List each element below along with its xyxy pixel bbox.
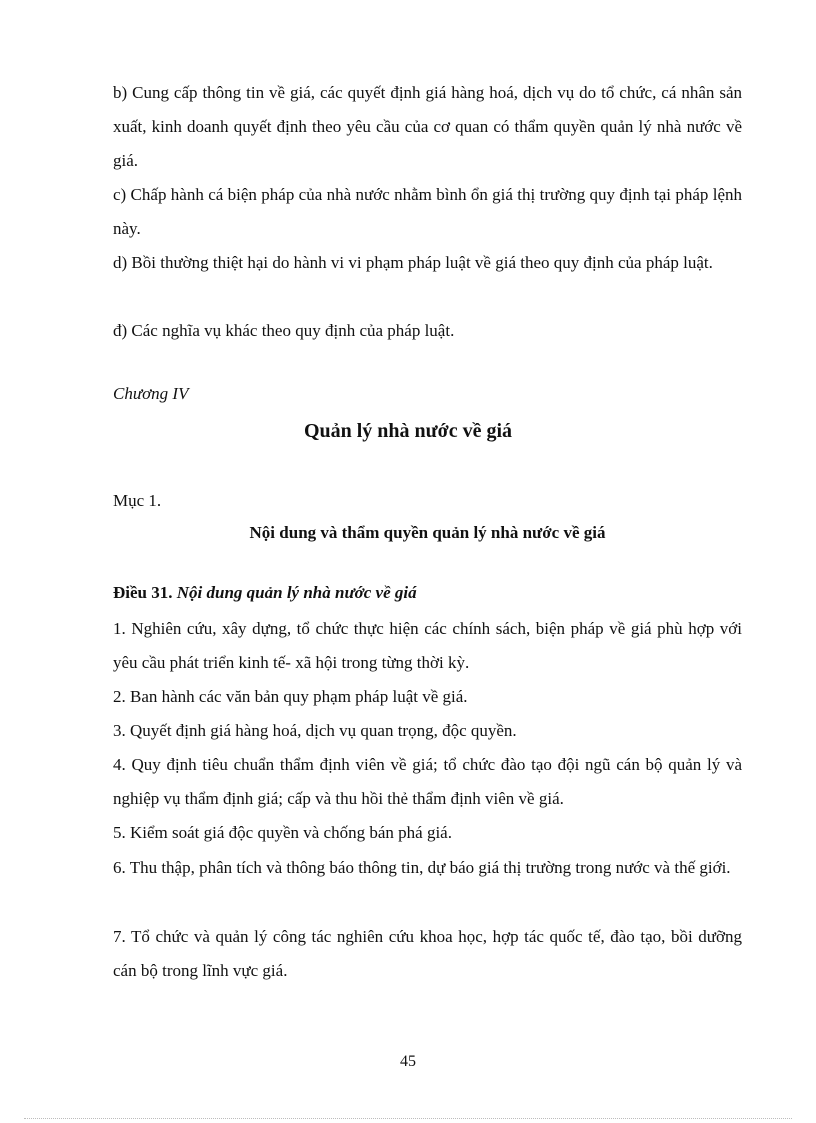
article-heading (113, 576, 742, 610)
article-item-4: 4. Quy định tiêu chuẩn thẩm định viên về giá; tổ chức đào tạo đội ngũ cán bộ quản lý và nghiệp vụ thẩm định giá; cấp và thu hồi thẻ thẩm định viên về giá. (113, 755, 742, 808)
clause-b: b) Cung cấp thông tin về giá, các quyết định giá hàng hoá, dịch vụ do tổ chức, cá nhân sản xuất, kinh doanh quyết định theo yêu cầu của cơ quan có thẩm quyền quản lý nhà nước về giá. (113, 83, 742, 170)
section-label: Mục 1. (113, 491, 162, 510)
page-bottom-rule (24, 1118, 792, 1119)
article-item-5: 5. Kiểm soát giá độc quyền và chống bán phá giá. (113, 823, 452, 842)
clause-c: c) Chấp hành cá biện pháp của nhà nước nhằm bình ổn giá thị trường quy định tại pháp lệnh này. (113, 185, 742, 238)
article-item-1: 1. Nghiên cứu, xây dựng, tổ chức thực hiện các chính sách, biện pháp về giá phù hợp với yêu cầu phát triển kinh tế- xã hội trong từng thời kỳ. (113, 619, 742, 672)
clause-d: d) Bồi thường thiệt hại do hành vi vi phạm pháp luật về giá theo quy định của pháp luật. (113, 253, 713, 272)
article-item-7: 7. Tổ chức và quản lý công tác nghiên cứu khoa học, hợp tác quốc tế, đào tạo, bồi dưỡng cán bộ trong lĩnh vực giá. (113, 927, 742, 980)
section-title: Nội dung và thẩm quyền quản lý nhà nước về giá (249, 523, 606, 542)
article-number: Điều 31. (113, 583, 173, 602)
page-number: 45 (400, 1053, 416, 1070)
article-title: Nội dung quản lý nhà nước về giá (176, 583, 417, 602)
article-item-2: 2. Ban hành các văn bản quy phạm pháp luật về giá. (113, 687, 468, 706)
chapter-label: Chương IV (113, 384, 189, 403)
article-item-3: 3. Quyết định giá hàng hoá, dịch vụ quan trọng, độc quyền. (113, 721, 517, 740)
article-item-6: 6. Thu thập, phân tích và thông báo thông tin, dự báo giá thị trường trong nước và thế giới. (113, 858, 731, 877)
chapter-title: Quản lý nhà nước về giá (303, 420, 513, 442)
clause-dd: đ) Các nghĩa vụ khác theo quy định của pháp luật. (113, 321, 455, 340)
